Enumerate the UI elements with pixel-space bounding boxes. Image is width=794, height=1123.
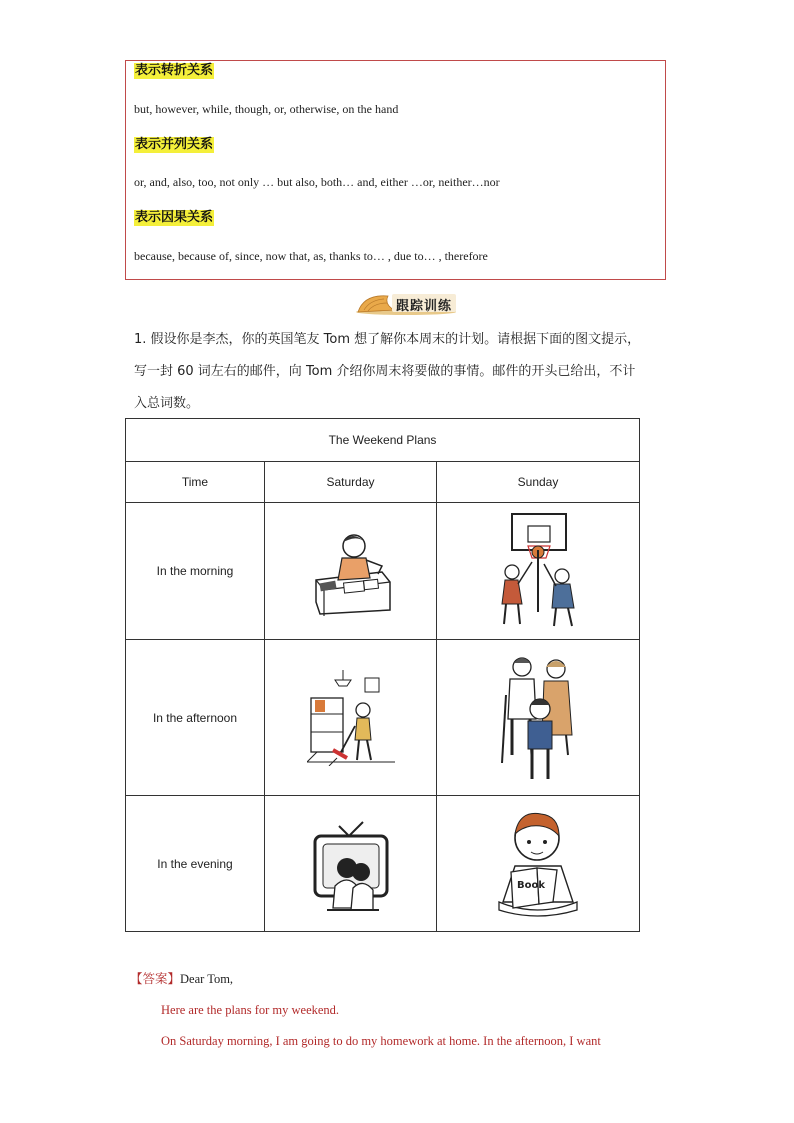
connectors-box bbox=[125, 60, 666, 280]
answer-label: 【答案】 bbox=[130, 972, 181, 986]
basketball-icon bbox=[498, 512, 578, 630]
parallel-heading: 表示并列关系 bbox=[135, 137, 214, 152]
saturday-afternoon-cell bbox=[265, 640, 437, 796]
header-saturday: Saturday bbox=[265, 462, 437, 503]
watching-tv-icon bbox=[309, 812, 393, 916]
header-time: Time bbox=[126, 462, 265, 503]
task-line-2: 写一封 60 词左右的邮件，向 Tom 介绍你周末将要做的事情。邮件的开头已给出，不计 bbox=[134, 364, 636, 379]
weekend-plans-table bbox=[125, 418, 640, 932]
table-title: The Weekend Plans bbox=[126, 419, 640, 462]
time-evening: In the evening bbox=[126, 796, 265, 932]
contrast-words: but, however, while, though, or, otherwise, on the hand bbox=[134, 102, 399, 116]
answer-greeting bbox=[130, 971, 233, 987]
sunday-evening-cell bbox=[437, 796, 640, 932]
answer-line-2: On Saturday morning, I am going to do my homework at home. In the afternoon, I want bbox=[161, 1034, 601, 1048]
table-row bbox=[126, 796, 640, 932]
sunday-afternoon-cell bbox=[437, 640, 640, 796]
answer-line-1: Here are the plans for my weekend. bbox=[161, 1003, 340, 1017]
time-morning: In the morning bbox=[126, 503, 265, 640]
homework-desk-icon bbox=[308, 522, 394, 620]
svg-text:Book: Book bbox=[517, 879, 546, 891]
time-afternoon: In the afternoon bbox=[126, 640, 265, 796]
cause-words: because, because of, since, now that, as, thanks to… , due to… , therefore bbox=[134, 249, 488, 263]
saturday-evening-cell bbox=[265, 796, 437, 932]
table-row bbox=[126, 640, 640, 796]
cause-heading: 表示因果关系 bbox=[135, 210, 214, 225]
reading-book-icon bbox=[497, 806, 579, 922]
section-title: 跟踪训练 bbox=[396, 299, 453, 314]
grandparents-visit-icon bbox=[496, 655, 580, 781]
sunday-morning-cell bbox=[437, 503, 640, 640]
contrast-heading: 表示转折关系 bbox=[135, 63, 214, 78]
saturday-morning-cell bbox=[265, 503, 437, 640]
task-line-3: 入总词数。 bbox=[134, 396, 200, 411]
greeting: Dear Tom, bbox=[180, 972, 234, 986]
parallel-words: or, and, also, too, not only … but also, both… and, either …or, neither…nor bbox=[134, 175, 500, 189]
header-sunday: Sunday bbox=[437, 462, 640, 503]
task-line-1: 1. 假设你是李杰，你的英国笔友 Tom 想了解你本周末的计划。请根据下面的图文提示， bbox=[134, 332, 641, 347]
table-row bbox=[126, 503, 640, 640]
sweeping-floor-icon bbox=[307, 670, 395, 766]
